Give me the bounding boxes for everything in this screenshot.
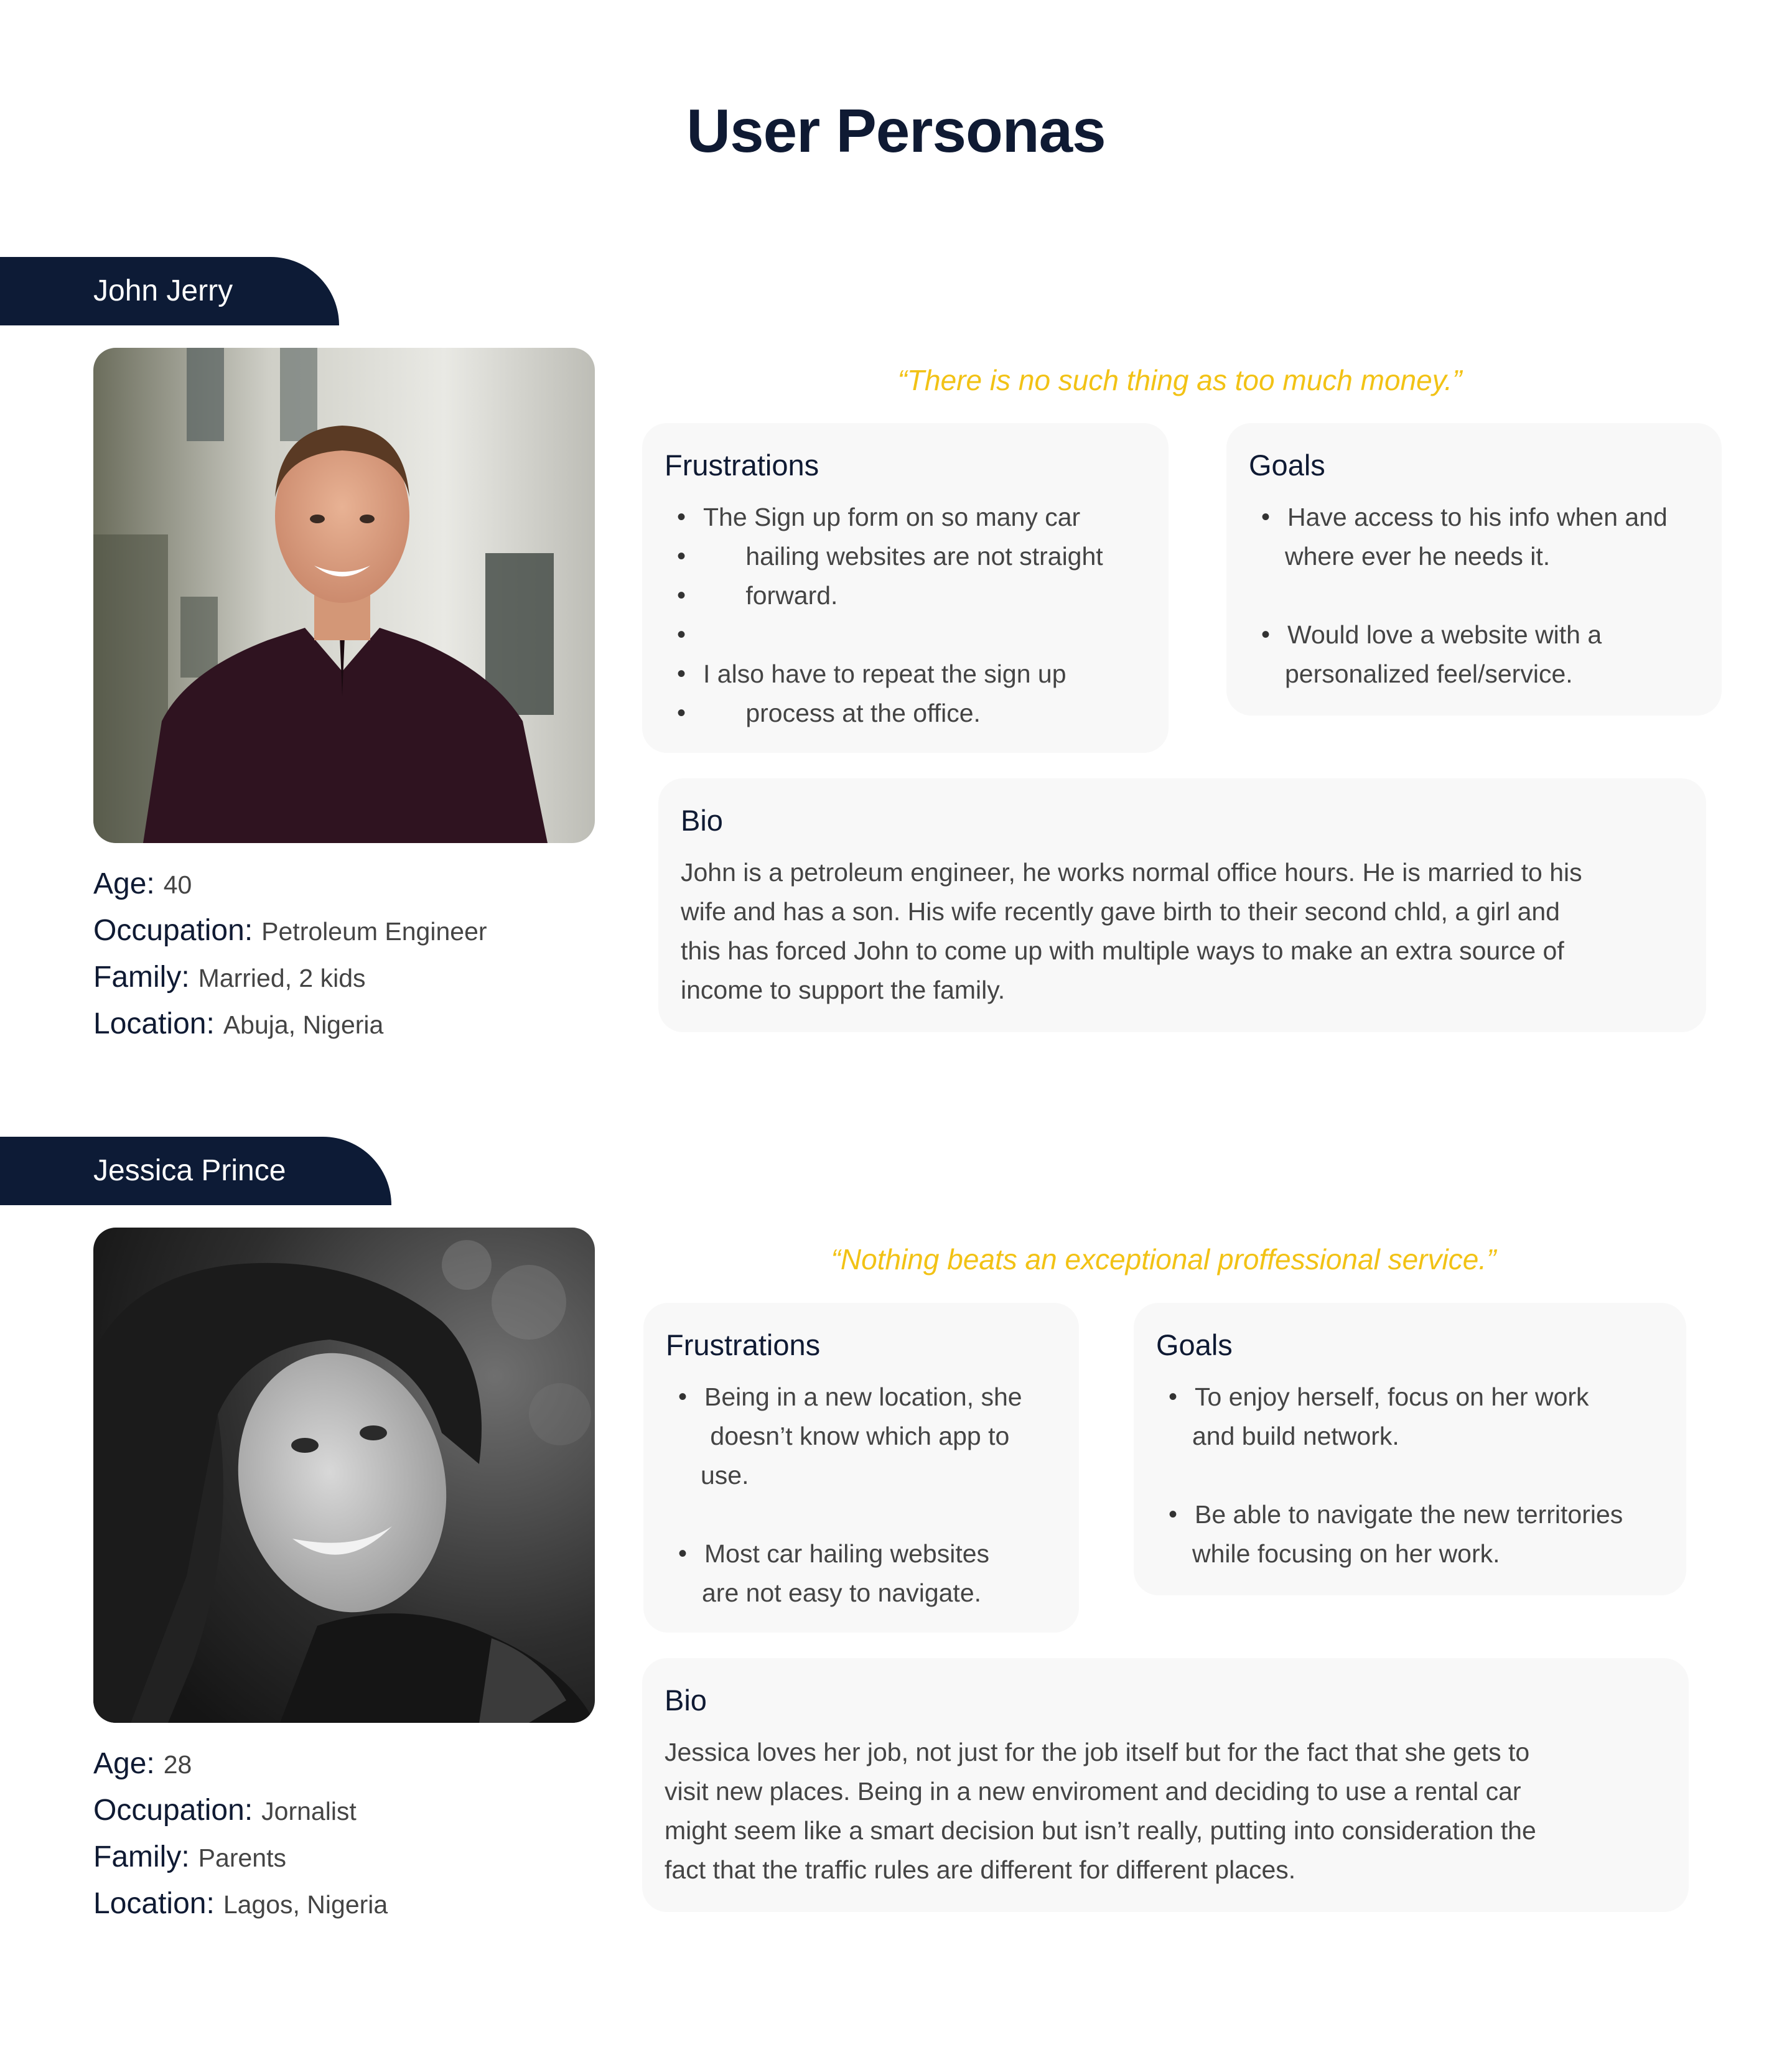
- detail-location: Location: Abuja, Nigeria: [93, 1007, 384, 1040]
- list-item: • hailing websites are not straight: [665, 537, 1146, 576]
- frustrations-card: [642, 423, 1169, 753]
- detail-age: Age: 28: [93, 1747, 192, 1780]
- goals-title: Goals: [1249, 449, 1325, 482]
- list-item: where ever he needs it.: [1285, 542, 1551, 571]
- bio-card: [642, 1658, 1689, 1912]
- list-item: [665, 615, 1146, 655]
- woman-portrait-photo: [93, 1228, 595, 1723]
- list-item: • Being in a new location, she: [666, 1378, 1057, 1417]
- list-spacer: [666, 1495, 1057, 1534]
- detail-occupation: Occupation: Petroleum Engineer: [93, 914, 487, 947]
- list-item: • process at the office.: [665, 694, 1146, 733]
- frustrations-list: [665, 498, 1146, 733]
- persona-details: [93, 1740, 591, 1927]
- detail-age: Age: 40: [93, 867, 192, 900]
- list-item: personalized feel/service.: [1285, 660, 1573, 688]
- list-item: • Have access to his info when and: [1249, 498, 1699, 537]
- man-portrait-photo: [93, 348, 595, 843]
- frustrations-list: [666, 1378, 1057, 1613]
- bio-title: Bio: [681, 804, 723, 837]
- page-title: User Personas: [686, 96, 1106, 165]
- detail-family: Family: Parents: [93, 1840, 286, 1873]
- list-item: • To enjoy herself, focus on her work: [1156, 1378, 1664, 1417]
- detail-family: Family: Married, 2 kids: [93, 961, 366, 994]
- list-item: • The Sign up form on so many car: [665, 498, 1146, 537]
- goals-card: [1226, 423, 1722, 716]
- goals-title: Goals: [1156, 1328, 1233, 1361]
- bio-card: [658, 778, 1706, 1032]
- list-spacer: [1156, 1456, 1664, 1495]
- bio-text: John is a petroleum engineer, he works normal office hours. He is married to his wife and has a son. His wife recently gave birth to their second chld, a girl and this has forced John to come up with multiple ways to make an extra source of income to support the family.: [681, 858, 1582, 1004]
- persona-name-tab: John Jerry: [0, 257, 339, 325]
- list-item: • I also have to repeat the sign up: [665, 655, 1146, 694]
- bio-text: Jessica loves her job, not just for the job itself but for the fact that she gets to visit new places. Being in a new enviroment and deciding to use a rental car might seem like a smart decision but isn’t really, putting into consideration the fact that the traffic rules are different for different places.: [665, 1738, 1536, 1884]
- persona-quote: “There is no such thing as too much money.”: [897, 364, 1462, 396]
- detail-occupation: Occupation: Jornalist: [93, 1794, 357, 1827]
- frustrations-card: [643, 1303, 1079, 1633]
- list-item: • Most car hailing websites: [666, 1534, 1057, 1574]
- list-spacer: [1249, 576, 1699, 615]
- list-item: • forward.: [665, 576, 1146, 615]
- frustrations-title: Frustrations: [666, 1328, 821, 1361]
- detail-location: Location: Lagos, Nigeria: [93, 1887, 388, 1920]
- persona-details: [93, 860, 591, 1047]
- goals-list: [1156, 1378, 1664, 1574]
- bio-title: Bio: [665, 1684, 707, 1717]
- frustrations-title: Frustrations: [665, 449, 819, 482]
- list-item: doesn’t know which app to: [703, 1422, 1010, 1450]
- list-item: while focusing on her work.: [1192, 1539, 1500, 1568]
- persona-quote: “Nothing beats an exceptional proffessional service.”: [831, 1243, 1496, 1275]
- list-item: and build network.: [1192, 1422, 1399, 1450]
- list-item: • Be able to navigate the new territories: [1156, 1495, 1664, 1534]
- list-item: • Would love a website with a: [1249, 615, 1699, 655]
- goals-card: [1134, 1303, 1686, 1595]
- list-item: are not easy to navigate.: [702, 1578, 982, 1607]
- list-item: use.: [701, 1461, 749, 1490]
- persona-name-tab: Jessica Prince: [0, 1137, 391, 1205]
- goals-list: [1249, 498, 1699, 694]
